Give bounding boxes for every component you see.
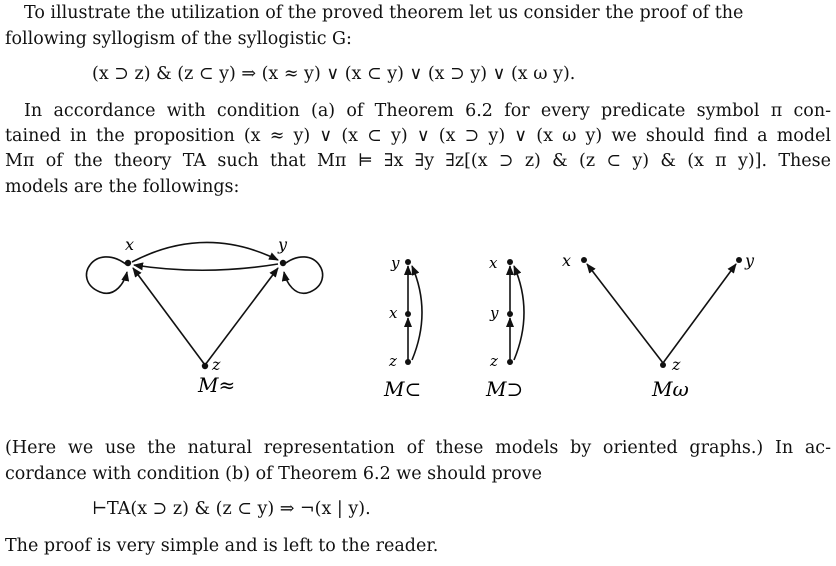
- label-z-superset: z: [490, 352, 498, 370]
- edge-z-to-x: [133, 268, 205, 365]
- loop-y: [283, 257, 323, 293]
- model-graphs-figure: [0, 220, 836, 420]
- label-z-omega: z: [672, 355, 681, 374]
- vertex-y-dot: [280, 260, 286, 266]
- paragraph-2-line-4: models are the followings:: [5, 177, 240, 197]
- label-x-subset: x: [389, 304, 398, 322]
- paragraph-2-line-1: In accordance with condition (a) of Theorem 6.2 for every predicate symbol π con-: [24, 101, 831, 121]
- graph-m-approx: [87, 242, 323, 369]
- formula-proof: ⊢TA(x ⊃ z) & (z ⊂ y) ⇒ ¬(x | y).: [92, 499, 371, 519]
- edge-x-to-y: [132, 242, 278, 262]
- edge-z-to-x-superset: [514, 266, 524, 360]
- closing-sentence: The proof is very simple and is left to the reader.: [5, 536, 439, 556]
- caption-m-omega: Mω: [652, 377, 689, 401]
- edge-z-to-y: [205, 268, 278, 365]
- edge-y-to-x: [134, 264, 278, 270]
- paragraph-3-line-1: (Here we use the natural representation of these models by oriented graphs.) In ac-: [5, 438, 831, 458]
- graph-m-omega: [581, 257, 742, 368]
- label-x-approx: x: [125, 235, 135, 254]
- label-z-subset: z: [389, 352, 397, 370]
- edge-z-to-x-omega: [587, 264, 663, 363]
- label-x-omega: x: [562, 251, 572, 270]
- caption-m-approx: M≈: [198, 373, 236, 397]
- vertex-z-dot: [202, 363, 208, 369]
- label-y-superset: y: [490, 304, 499, 322]
- paragraph-2-line-2: tained in the proposition (x ≈ y) ∨ (x ⊂ y) ∨ (x ⊃ y) ∨ (x ω y) we should find a model: [5, 126, 831, 146]
- graph-m-subset: [405, 259, 422, 365]
- loop-x: [87, 257, 127, 293]
- paragraph-1-line-2: following syllogism of the syllogistic G:: [5, 29, 352, 49]
- paragraph-3-line-2: cordance with condition (b) of Theorem 6.2 we should prove: [5, 464, 542, 484]
- vertex-x-dot: [125, 260, 131, 266]
- graph-m-superset: [507, 259, 524, 365]
- edge-z-to-y-subset: [412, 266, 422, 360]
- label-z-approx: z: [212, 355, 221, 374]
- label-x-superset: x: [489, 254, 498, 272]
- formula-syllogism: (x ⊃ z) & (z ⊂ y) ⇒ (x ≈ y) ∨ (x ⊂ y) ∨ (x ⊃ y) ∨ (x ω y).: [92, 64, 576, 84]
- edge-z-to-y-omega: [663, 264, 736, 363]
- paragraph-1-line-1: To illustrate the utilization of the proved theorem let us consider the proof of the: [24, 3, 744, 23]
- caption-m-subset: M⊂: [384, 377, 422, 401]
- label-y-omega: y: [745, 251, 755, 270]
- label-y-subset: y: [391, 254, 400, 272]
- label-y-approx: y: [278, 235, 288, 254]
- caption-m-superset: M⊃: [486, 377, 524, 401]
- paragraph-2-line-3: Mπ of the theory TA such that Mπ ⊨ ∃x ∃y ∃z[(x ⊃ z) & (z ⊂ y) & (x π y)]. These: [5, 151, 831, 171]
